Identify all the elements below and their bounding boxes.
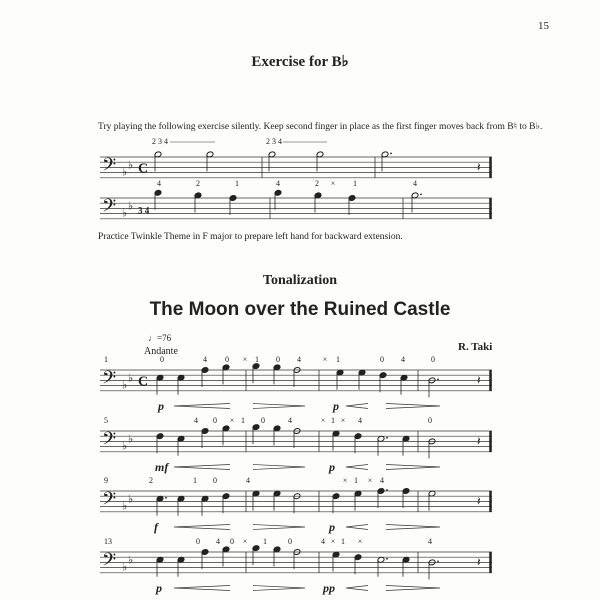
- tempo-marking: Andante: [144, 346, 178, 357]
- decrescendo-hairpin: [386, 404, 440, 409]
- dynamic-marking: mf: [155, 460, 169, 474]
- fingering: 4: [203, 355, 207, 364]
- fingering: 1: [263, 537, 267, 546]
- quarter-rest-icon: 𝄽: [477, 373, 481, 387]
- flat-icon: ♭: [122, 440, 128, 453]
- fingering: 0: [276, 355, 280, 364]
- fingering: 1: [336, 355, 340, 364]
- time-signature: C: [138, 161, 149, 177]
- fingering: 0: [288, 537, 292, 546]
- dot: [386, 437, 388, 439]
- flat-icon: ♭: [128, 493, 134, 506]
- dynamic-marking: pp: [323, 581, 335, 595]
- bass-clef-icon: 𝄢: [102, 549, 117, 575]
- page-number: 15: [538, 20, 549, 32]
- fingering: 4: [288, 416, 292, 425]
- dynamic-marking: p: [329, 520, 335, 534]
- fingering: 0: [225, 355, 229, 364]
- practice-note: Practice Twinkle Theme in F major to prepare left hand for backward extension.: [98, 232, 403, 242]
- exercise-title: Exercise for B♭: [251, 54, 349, 70]
- dot: [386, 489, 388, 491]
- crescendo-hairpin: [346, 525, 368, 530]
- fingering: 4: [194, 416, 198, 425]
- fingering: ×: [357, 537, 363, 546]
- measure-number: 9: [104, 476, 108, 485]
- composer: R. Taki: [458, 341, 493, 353]
- crescendo-hairpin: [174, 586, 230, 591]
- fingering: 4: [276, 179, 280, 188]
- decrescendo-hairpin: [253, 404, 305, 409]
- bass-clef-icon: 𝄢: [102, 367, 117, 393]
- flat-icon: ♭: [122, 379, 128, 392]
- fingering: 4: [380, 476, 384, 485]
- fingering: 4: [297, 355, 301, 364]
- crescendo-hairpin: [174, 404, 230, 409]
- dynamic-marking: p: [329, 460, 335, 474]
- fingering: ×: [242, 355, 248, 364]
- quarter-rest-icon: 𝄽: [477, 434, 481, 448]
- fingering: ×: [340, 416, 346, 425]
- fingering: 1: [241, 416, 245, 425]
- dot: [386, 558, 388, 560]
- fingering: 1: [341, 537, 345, 546]
- crescendo-hairpin: [346, 465, 368, 470]
- dot: [437, 561, 439, 563]
- quarter-rest-icon: 𝄽: [477, 160, 481, 174]
- fingering: 4: [216, 537, 220, 546]
- fingering: ×: [229, 416, 235, 425]
- flat-icon: ♭: [122, 207, 128, 220]
- dynamic-marking: p: [158, 399, 164, 413]
- bass-clef-icon: 𝄢: [102, 488, 117, 514]
- fingering: ×: [330, 537, 336, 546]
- bass-clef-icon: 𝄢: [102, 195, 117, 221]
- flat-icon: ♭: [128, 554, 134, 567]
- time-signature: 3 4: [138, 205, 150, 216]
- fingering: 1: [354, 476, 358, 485]
- decrescendo-hairpin: [386, 465, 440, 470]
- decrescendo-hairpin: [253, 525, 305, 530]
- crescendo-hairpin: [346, 586, 368, 591]
- fingering: 4: [413, 179, 417, 188]
- fingering: 4: [401, 355, 405, 364]
- measure-number: 1: [104, 355, 108, 364]
- dynamic-marking: p: [156, 581, 162, 595]
- quarter-rest-icon: 𝄽: [477, 494, 481, 508]
- fingering: ×: [322, 355, 328, 364]
- bass-clef-icon: 𝄢: [102, 154, 117, 180]
- exercise-instruction: Try playing the following exercise silently. Keep second finger in place as the first finger moves back from B♮ to B♭.: [98, 122, 543, 132]
- measure-number: 5: [104, 416, 108, 425]
- fingering: 1: [353, 179, 357, 188]
- fingering: 0: [428, 416, 432, 425]
- flat-icon: ♭: [122, 166, 128, 179]
- fingering: 4: [358, 416, 362, 425]
- crescendo-hairpin: [174, 465, 230, 470]
- fingering: 1: [331, 416, 335, 425]
- decrescendo-hairpin: [253, 465, 305, 470]
- dot: [165, 497, 167, 499]
- flat-icon: ♭: [128, 200, 134, 213]
- fingering: 2 3 4: [152, 137, 168, 146]
- fingering: 0: [431, 355, 435, 364]
- fingering: 1: [255, 355, 259, 364]
- fingering: 1: [193, 476, 197, 485]
- fingering: 4: [428, 537, 432, 546]
- crescendo-hairpin: [346, 404, 368, 409]
- flat-icon: ♭: [128, 372, 134, 385]
- fingering: 0: [213, 416, 217, 425]
- fingering: ×: [367, 476, 373, 485]
- flat-icon: ♭: [122, 500, 128, 513]
- fingering: 4: [157, 179, 161, 188]
- dynamic-marking: f: [154, 520, 158, 534]
- fingering: 4: [321, 537, 325, 546]
- dot: [420, 194, 422, 196]
- dynamic-marking: p: [333, 399, 339, 413]
- fingering: 0: [160, 355, 164, 364]
- dot: [437, 379, 439, 381]
- fingering: 0: [261, 416, 265, 425]
- time-signature: C: [138, 374, 149, 390]
- fingering: 2: [315, 179, 319, 188]
- decrescendo-hairpin: [386, 525, 440, 530]
- flat-icon: ♭: [122, 561, 128, 574]
- flat-icon: ♭: [128, 159, 134, 172]
- fingering: 0: [230, 537, 234, 546]
- measure-number: 13: [104, 537, 112, 546]
- section-heading: Tonalization: [262, 273, 338, 288]
- fingering: ×: [342, 476, 348, 485]
- dot: [390, 153, 392, 155]
- fingering: 2: [149, 476, 153, 485]
- fingering: ×: [330, 179, 336, 188]
- fingering: ×: [242, 537, 248, 546]
- crescendo-hairpin: [174, 525, 230, 530]
- fingering: 1: [235, 179, 239, 188]
- fingering: ×: [320, 416, 326, 425]
- bass-clef-icon: 𝄢: [102, 428, 117, 454]
- piece-title: The Moon over the Ruined Castle: [149, 299, 451, 320]
- fingering: 0: [213, 476, 217, 485]
- fingering: 2 3 4: [266, 137, 282, 146]
- tempo-mark: ♩=76: [148, 333, 172, 343]
- fingering: 4: [246, 476, 250, 485]
- flat-icon: ♭: [128, 433, 134, 446]
- decrescendo-hairpin: [253, 586, 305, 591]
- fingering: 2: [196, 179, 200, 188]
- fingering: 0: [196, 537, 200, 546]
- fingering: 0: [380, 355, 384, 364]
- quarter-rest-icon: 𝄽: [477, 555, 481, 569]
- decrescendo-hairpin: [386, 586, 440, 591]
